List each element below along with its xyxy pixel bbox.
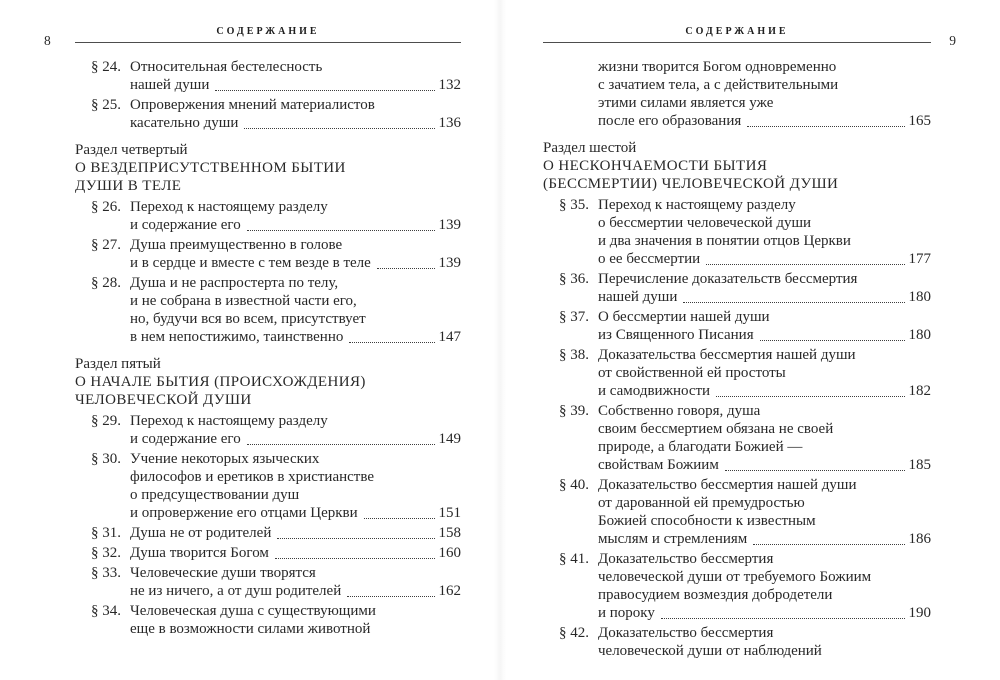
dot-leader — [760, 340, 905, 341]
section-heading — [75, 355, 461, 409]
toc-entry — [75, 564, 461, 600]
toc-line: Доказательство бессмертия — [598, 625, 774, 641]
section-title-line: О НЕСКОНЧАЕМОСТИ БЫТИЯ — [543, 158, 768, 174]
entry-paragraph-label: § 25. — [91, 97, 121, 113]
entry-page-number: 151 — [438, 505, 461, 521]
dot-leader — [364, 518, 435, 519]
entry-text: Душа творится Богом — [130, 545, 269, 561]
toc-entry — [543, 402, 931, 474]
toc-entry — [75, 58, 461, 94]
entry-body — [130, 412, 461, 448]
dot-leader — [716, 396, 904, 397]
toc-entry — [543, 624, 931, 660]
toc-line: Переход к настоящему разделу — [130, 199, 328, 215]
toc-entry — [543, 550, 931, 622]
toc-line: правосудием возмездия добродетели — [598, 587, 833, 603]
dot-leader — [706, 264, 904, 265]
toc-line: человеческой души от требуемого Божиим — [598, 569, 872, 585]
toc-line: Доказательство бессмертия нашей души — [598, 477, 857, 493]
dot-leader — [247, 230, 435, 231]
entry-body — [130, 450, 461, 522]
entry-page-number: 147 — [438, 329, 461, 345]
page-right — [500, 0, 1000, 680]
toc-line — [130, 76, 461, 94]
toc-line: Опровержения мнений материалистов — [130, 97, 375, 113]
toc-entry — [75, 602, 461, 638]
toc-line: Человеческие души творятся — [130, 565, 316, 581]
entry-body — [130, 602, 461, 638]
entry-paragraph-label: § 40. — [559, 477, 589, 493]
entry-paragraph-label: § 30. — [91, 451, 121, 467]
entry-text: и опровержение его отцами Церкви — [130, 505, 358, 521]
toc-line: природе, а благодати Божией — — [598, 439, 803, 455]
toc-line — [598, 604, 931, 622]
entry-paragraph-label: § 32. — [91, 545, 121, 561]
toc-line: от свойственной ей простоты — [598, 365, 786, 381]
dot-leader — [275, 558, 435, 559]
dot-leader — [725, 470, 905, 471]
toc-line: Доказательства бессмертия нашей души — [598, 347, 856, 363]
entry-body — [598, 346, 931, 400]
entry-page-number: 139 — [438, 217, 461, 233]
toc-line — [130, 216, 461, 234]
entry-text: мыслям и стремлениям — [598, 531, 748, 547]
entry-paragraph-label: § 33. — [91, 565, 121, 581]
toc-entry — [543, 270, 931, 306]
toc-line: человеческой души от наблюдений — [598, 643, 822, 659]
entry-paragraph-label: § 24. — [91, 59, 121, 75]
entry-paragraph-label: § 26. — [91, 199, 121, 215]
toc-line: Собственно говоря, душа — [598, 403, 761, 419]
section-heading — [75, 141, 461, 195]
toc-line — [598, 530, 931, 548]
dot-leader — [683, 302, 904, 303]
toc-entry — [75, 274, 461, 346]
toc-line: Перечисление доказательств бессмертия — [598, 271, 858, 287]
entry-body — [130, 236, 461, 272]
toc-line: Душа преимущественно в голове — [130, 237, 343, 253]
entry-text: нашей души — [130, 77, 210, 93]
toc-left — [75, 58, 461, 638]
dot-leader — [247, 444, 435, 445]
entry-body — [598, 476, 931, 548]
running-head-left: СОДЕРЖАНИЕ — [216, 26, 320, 37]
entry-page-number: 165 — [908, 113, 931, 129]
entry-body — [598, 58, 931, 130]
entry-page-number: 186 — [908, 531, 931, 547]
toc-line — [598, 250, 931, 268]
section-kicker: Раздел пятый — [75, 356, 161, 372]
entry-paragraph-label: § 37. — [559, 309, 589, 325]
toc-line — [598, 326, 931, 344]
toc-entry — [543, 58, 931, 130]
toc-line — [130, 254, 461, 272]
toc-line: Душа и не распростерта по телу, — [130, 275, 339, 291]
entry-text: и содержание его — [130, 217, 241, 233]
toc-line: от дарованной ей премудростью — [598, 495, 805, 511]
entry-body — [598, 624, 931, 660]
toc-entry — [75, 524, 461, 542]
toc-line — [598, 382, 931, 400]
page-number-left: 8 — [44, 33, 51, 48]
toc-entry — [543, 308, 931, 344]
toc-line — [598, 456, 931, 474]
toc-line — [130, 524, 461, 542]
entry-paragraph-label: § 41. — [559, 551, 589, 567]
toc-right — [543, 58, 931, 660]
entry-body — [598, 308, 931, 344]
header-rule-right — [543, 42, 931, 43]
entry-paragraph-label: § 28. — [91, 275, 121, 291]
toc-line: жизни творится Богом одновременно — [598, 59, 837, 75]
toc-entry — [75, 96, 461, 132]
entry-body — [130, 96, 461, 132]
entry-page-number: 185 — [908, 457, 931, 473]
toc-line — [130, 328, 461, 346]
toc-line: О бессмертии нашей души — [598, 309, 770, 325]
entry-text: свойствам Божиим — [598, 457, 719, 473]
entry-paragraph-label — [559, 58, 598, 130]
entry-paragraph-label: § 34. — [91, 603, 121, 619]
entry-body — [598, 402, 931, 474]
entry-paragraph-label: § 27. — [91, 237, 121, 253]
entry-text: и содержание его — [130, 431, 241, 447]
entry-page-number: 132 — [438, 77, 461, 93]
toc-line: этими силами является уже — [598, 95, 774, 111]
entry-body — [598, 196, 931, 268]
entry-page-number: 180 — [908, 327, 931, 343]
section-title-line: (БЕССМЕРТИИ) ЧЕЛОВЕЧЕСКОЙ ДУШИ — [543, 176, 839, 192]
entry-body — [130, 564, 461, 600]
section-title-line: О НАЧАЛЕ БЫТИЯ (ПРОИСХОЖДЕНИЯ) — [75, 374, 366, 390]
header-rule-left — [75, 42, 461, 43]
toc-line: еще в возможности силами животной — [130, 621, 371, 637]
entry-paragraph-label: § 39. — [559, 403, 589, 419]
toc-line: Переход к настоящему разделу — [130, 413, 328, 429]
entry-body — [598, 270, 931, 306]
entry-page-number: 139 — [438, 255, 461, 271]
toc-line: о предсуществовании душ — [130, 487, 300, 503]
text-block-right — [543, 0, 931, 660]
entry-text: после его образования — [598, 113, 742, 129]
dot-leader — [753, 544, 904, 545]
running-head-right: СОДЕРЖАНИЕ — [685, 26, 789, 37]
entry-body — [130, 524, 461, 542]
entry-text: Душа не от родителей — [130, 525, 272, 541]
toc-line — [598, 288, 931, 306]
toc-line: Учение некоторых языческих — [130, 451, 320, 467]
dot-leader — [349, 342, 434, 343]
section-heading — [543, 139, 931, 193]
entry-text: и пороку — [598, 605, 655, 621]
toc-line — [130, 430, 461, 448]
page-number-right: 9 — [949, 33, 956, 48]
entry-text: и самодвижности — [598, 383, 711, 399]
toc-line: с зачатием тела, а с действительными — [598, 77, 839, 93]
toc-line: и не собрана в известной части его, — [130, 293, 357, 309]
entry-text: о ее бессмертии — [598, 251, 701, 267]
toc-line — [130, 504, 461, 522]
entry-body — [130, 58, 461, 94]
entry-paragraph-label: § 36. — [559, 271, 589, 287]
section-title-line: О ВЕЗДЕПРИСУТСТВЕННОМ БЫТИИ — [75, 160, 346, 176]
entry-paragraph-label: § 35. — [559, 197, 589, 213]
entry-paragraph-label: § 38. — [559, 347, 589, 363]
dot-leader — [277, 538, 434, 539]
toc-entry — [75, 198, 461, 234]
entry-paragraph-label: § 31. — [91, 525, 121, 541]
dot-leader — [347, 596, 434, 597]
entry-page-number: 136 — [438, 115, 461, 131]
entry-page-number: 180 — [908, 289, 931, 305]
entry-paragraph-label: § 42. — [559, 625, 589, 641]
section-kicker: Раздел четвертый — [75, 142, 188, 158]
toc-line — [130, 114, 461, 132]
toc-entry — [75, 450, 461, 522]
toc-line: о бессмертии человеческой души — [598, 215, 812, 231]
toc-line: Человеческая душа с существующими — [130, 603, 376, 619]
toc-line — [130, 582, 461, 600]
toc-line: своим бессмертием обязана не своей — [598, 421, 834, 437]
toc-line: Доказательство бессмертия — [598, 551, 774, 567]
entry-text: не из ничего, а от душ родителей — [130, 583, 342, 599]
entry-page-number: 162 — [438, 583, 461, 599]
entry-page-number: 182 — [908, 383, 931, 399]
toc-line: и два значения в понятии отцов Церкви — [598, 233, 851, 249]
dot-leader — [747, 126, 904, 127]
entry-paragraph-label: § 29. — [91, 413, 121, 429]
entry-text: и в сердце и вместе с тем везде в теле — [130, 255, 371, 271]
section-title-line: ДУШИ В ТЕЛЕ — [75, 178, 182, 194]
toc-line: философов и еретиков в христианстве — [130, 469, 374, 485]
toc-line: Переход к настоящему разделу — [598, 197, 796, 213]
section-title-line: ЧЕЛОВЕЧЕСКОЙ ДУШИ — [75, 392, 252, 408]
toc-line: но, будучи вся во всем, присутствует — [130, 311, 366, 327]
toc-entry — [543, 346, 931, 400]
entry-body — [130, 274, 461, 346]
entry-page-number: 149 — [438, 431, 461, 447]
toc-entry — [75, 236, 461, 272]
dot-leader — [215, 90, 434, 91]
entry-page-number: 190 — [908, 605, 931, 621]
text-block-left — [75, 0, 461, 638]
toc-entry — [543, 196, 931, 268]
entry-text: касательно души — [130, 115, 239, 131]
entry-body — [130, 544, 461, 562]
toc-entry — [75, 544, 461, 562]
entry-page-number: 158 — [438, 525, 461, 541]
entry-text: в нем непостижимо, таинственно — [130, 329, 344, 345]
entry-body — [598, 550, 931, 622]
entry-text: из Священного Писания — [598, 327, 754, 343]
entry-page-number: 177 — [908, 251, 931, 267]
toc-line: Относительная бестелесность — [130, 59, 323, 75]
toc-entry — [543, 476, 931, 548]
section-kicker: Раздел шестой — [543, 140, 637, 156]
entry-body — [130, 198, 461, 234]
dot-leader — [377, 268, 435, 269]
entry-text: нашей души — [598, 289, 678, 305]
toc-line — [130, 544, 461, 562]
toc-line — [598, 112, 931, 130]
entry-page-number: 160 — [438, 545, 461, 561]
dot-leader — [244, 128, 434, 129]
toc-line: Божией способности к известным — [598, 513, 816, 529]
dot-leader — [661, 618, 905, 619]
toc-entry — [75, 412, 461, 448]
